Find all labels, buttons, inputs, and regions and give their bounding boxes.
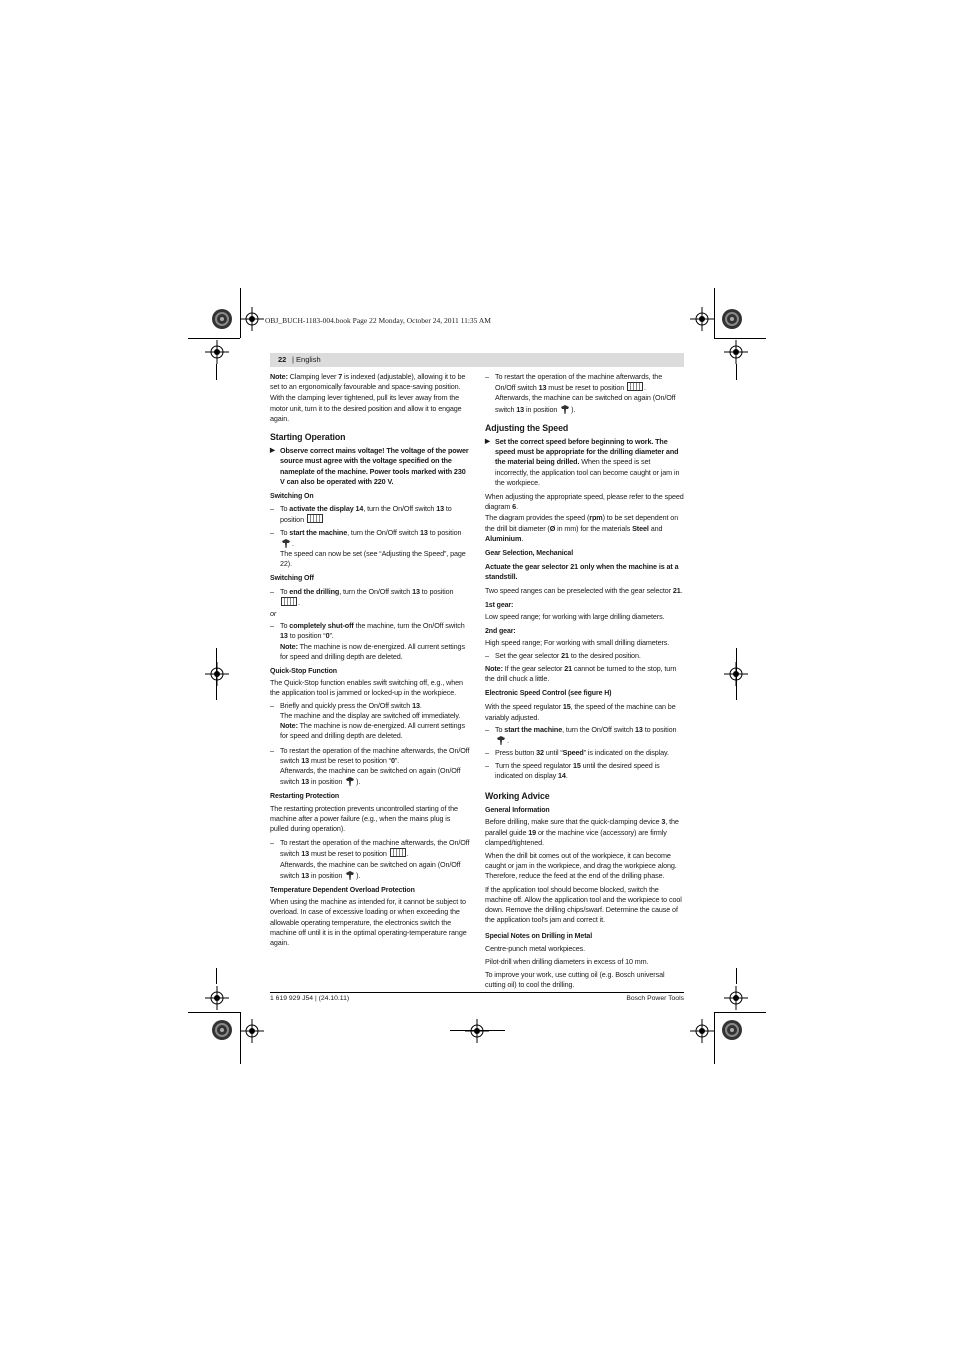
second-gear-text: High speed range; For working with small drilling diameters.: [485, 638, 670, 648]
display-position-icon: [627, 382, 643, 391]
gear-selection-heading: Gear Selection, Mechanical: [485, 550, 574, 558]
general-information-heading: General Information: [485, 807, 550, 815]
registration-mark-icon: [690, 307, 714, 331]
general-text-2: When the drill bit comes out of the workpiece, it can become caught or jam in the workpiece, and drag the workpiece along. Therefore, reduce the feed at the end of the drilling phase.: [485, 850, 677, 881]
list-item: – To completely shut-off the machine, turn the On/Off switch 13 to position “0”. Note: The machine is now de-energized. All current settings for speed and drilling depth are deleted.: [270, 621, 465, 661]
general-text-1: Before drilling, make sure that the quick-clamping device 3, the parallel guide 19 or the machine vice (accessory) are firmly clamped/tightened.: [485, 817, 679, 847]
list-item: – To start the machine, turn the On/Off switch 13 to position . The speed can now be set (see “Adjusting the Speed”, page 22).: [270, 527, 466, 569]
registration-mark-icon: [205, 986, 229, 1010]
list-item: – To restart the operation of the machine afterwards, the On/Off switch 13 must be reset to position . Afterwards, the machine can be switched on again (On/Off switch 13 in position ).: [270, 838, 470, 880]
crop-line: [714, 338, 766, 339]
clamping-text: With the clamping lever tightened, pull its lever away from the motor unit, turn it to the desired position and allow it to engage again.: [270, 393, 462, 423]
file-info-header: OBJ_BUCH-1183-004.book Page 22 Monday, October 24, 2011 11:35 AM: [265, 316, 491, 325]
page-number: 22: [278, 355, 287, 364]
electronic-speed-heading: Electronic Speed Control (see figure H): [485, 690, 612, 698]
switching-on-heading: Switching On: [270, 493, 314, 501]
metal-text-1: Centre-punch metal workpieces.: [485, 943, 586, 953]
gear-note: Note: If the gear selector 21 cannot be turned to the stop, turn the drill chuck a little.: [485, 663, 677, 684]
crop-line: [216, 648, 217, 700]
crop-line: [714, 288, 715, 338]
speed-diagram-text: When adjusting the appropriate speed, please refer to the speed diagram 6.: [485, 492, 684, 512]
registration-mark-icon: [465, 1019, 489, 1043]
crop-line: [216, 968, 217, 984]
footer-divider: [270, 992, 684, 993]
crop-line: [240, 288, 241, 338]
gear-warning: Actuate the gear selector 21 only when the machine is at a standstill.: [485, 562, 679, 582]
registration-mark-icon: [205, 662, 229, 686]
or-text: or: [270, 609, 277, 619]
list-item: – To restart the operation of the machine afterwards, the On/Off switch 13 must be reset to position . Afterwards, the machine can be switched on again (On/Off switch 13 in position ).: [485, 372, 676, 414]
page-language: | English: [292, 355, 321, 364]
clamping-note: Note: Clamping lever 7 is indexed (adjustable), allowing it to be set to an ergonomically favourable and space-saving position.: [270, 372, 466, 392]
warning-arrow-icon: ▶: [485, 438, 490, 446]
starting-operation-heading: Starting Operation: [270, 432, 346, 443]
list-item: – Press button 32 until “Speed” is indicated on the display.: [485, 748, 669, 758]
right-column: [485, 372, 684, 991]
list-item: – Set the gear selector 21 to the desired position.: [485, 650, 641, 660]
electronic-speed-text: With the speed regulator 15, the speed of the machine can be variably adjusted.: [485, 702, 676, 722]
first-gear-text: Low speed range; for working with large drilling diameters.: [485, 612, 665, 622]
display-position-icon: [307, 514, 323, 523]
drill-position-icon: [496, 735, 506, 746]
crop-line: [216, 364, 217, 380]
registration-mark-icon: [724, 340, 748, 364]
drill-position-icon: [281, 538, 291, 549]
diagram-description: The diagram provides the speed (rpm) to be set dependent on the drill bit diameter (Ø in mm) for the materials Steel and Aluminium.: [485, 513, 679, 543]
working-advice-heading: Working Advice: [485, 790, 550, 801]
list-item: – To activate the display 14, turn the On/Off switch 13 to position: [270, 504, 452, 525]
second-gear-label: 2nd gear:: [485, 628, 516, 636]
left-column: [270, 372, 470, 949]
restarting-protection-heading: Restarting Protection: [270, 793, 340, 801]
display-position-icon: [390, 848, 406, 857]
color-wheel-icon: [211, 308, 233, 330]
page-header-bar: [270, 353, 684, 367]
metal-text-2: Pilot-drill when drilling diameters in excess of 10 mm.: [485, 956, 649, 966]
adjusting-speed-heading: Adjusting the Speed: [485, 422, 569, 433]
restarting-protection-text: The restarting protection prevents uncontrolled starting of the machine after a power failure (e.g., when the mains plug is pulled during operation).: [270, 803, 458, 833]
first-gear-label: 1st gear:: [485, 601, 514, 609]
color-wheel-icon: [721, 308, 743, 330]
crop-line: [450, 1030, 505, 1031]
crop-line: [188, 338, 240, 339]
drill-position-icon: [345, 870, 355, 881]
registration-mark-icon: [240, 307, 264, 331]
speed-warning: ▶ Set the correct speed before beginning to work. The speed must be appropriate for the drilling diameter and the material being drilled. When the speed is set incorrectly, the application tool can become caught or jam in the workpiece.: [485, 437, 680, 487]
crop-line: [714, 1012, 715, 1064]
crop-line: [736, 364, 737, 380]
drill-position-icon: [345, 776, 355, 787]
display-position-icon: [281, 597, 297, 606]
temperature-protection-text: When using the machine as intended for, it cannot be subject to overload. In case of excessive loading or when exceeding the allowable operating temperature, the electronics switch the machine off until it is in the optimal operating-temperature range again.: [270, 897, 467, 947]
crop-line: [188, 1012, 240, 1013]
crop-line: [736, 648, 737, 700]
list-item: – Turn the speed regulator 15 until the desired speed is indicated on display 14.: [485, 760, 660, 780]
color-wheel-icon: [211, 1019, 233, 1041]
registration-mark-icon: [240, 1019, 264, 1043]
metal-text-3: To improve your work, use cutting oil (e.g. Bosch universal cutting oil) to cool the drilling.: [485, 969, 665, 990]
list-item: – To start the machine, turn the On/Off switch 13 to position .: [485, 724, 677, 746]
metal-drilling-heading: Special Notes on Drilling in Metal: [485, 933, 593, 941]
quick-stop-heading: Quick-Stop Function: [270, 668, 337, 676]
registration-mark-icon: [690, 1019, 714, 1043]
footer-brand: Bosch Power Tools: [626, 995, 684, 1002]
general-text-3: If the application tool should become blocked, switch the machine off. Allow the application tool and the workpiece to cool down. Remove the drilling chips/swarf. Determine the cause of the application tool’s jam and correct it.: [485, 884, 682, 925]
switching-off-heading: Switching Off: [270, 575, 314, 583]
color-wheel-icon: [721, 1019, 743, 1041]
gear-text: Two speed ranges can be preselected with the gear selector 21.: [485, 585, 683, 595]
crop-line: [736, 968, 737, 984]
list-item: – To end the drilling, turn the On/Off switch 13 to position .: [270, 586, 454, 607]
crop-line: [240, 1012, 241, 1064]
list-item: – Briefly and quickly press the On/Off switch 13. The machine and the display are switched off immediately. Note: The machine is now de-energized. All current settings for speed and drilling depth are deleted.: [270, 700, 465, 741]
warning-arrow-icon: ▶: [270, 447, 275, 455]
drill-position-icon: [560, 404, 570, 415]
registration-mark-icon: [205, 340, 229, 364]
quick-stop-text: The Quick-Stop function enables swift switching off, e.g., when the application tool is jammed or locked-up in the workpiece.: [270, 678, 463, 698]
registration-mark-icon: [724, 986, 748, 1010]
crop-line: [714, 1012, 766, 1013]
footer-document-id: 1 619 929 J54 | (24.10.11): [270, 995, 350, 1002]
list-item: – To restart the operation of the machine afterwards, the On/Off switch 13 must be reset to position “0”. Afterwards, the machine can be switched on again (On/Off switch 13 in position ).: [270, 745, 470, 787]
temperature-protection-heading: Temperature Dependent Overload Protection: [270, 886, 415, 894]
mains-voltage-warning: ▶ Observe correct mains voltage! The voltage of the power source must agree with the voltage specified on the nameplate of the machine. Power tools marked with 230 V can also be operated with 220 V.: [270, 446, 469, 486]
